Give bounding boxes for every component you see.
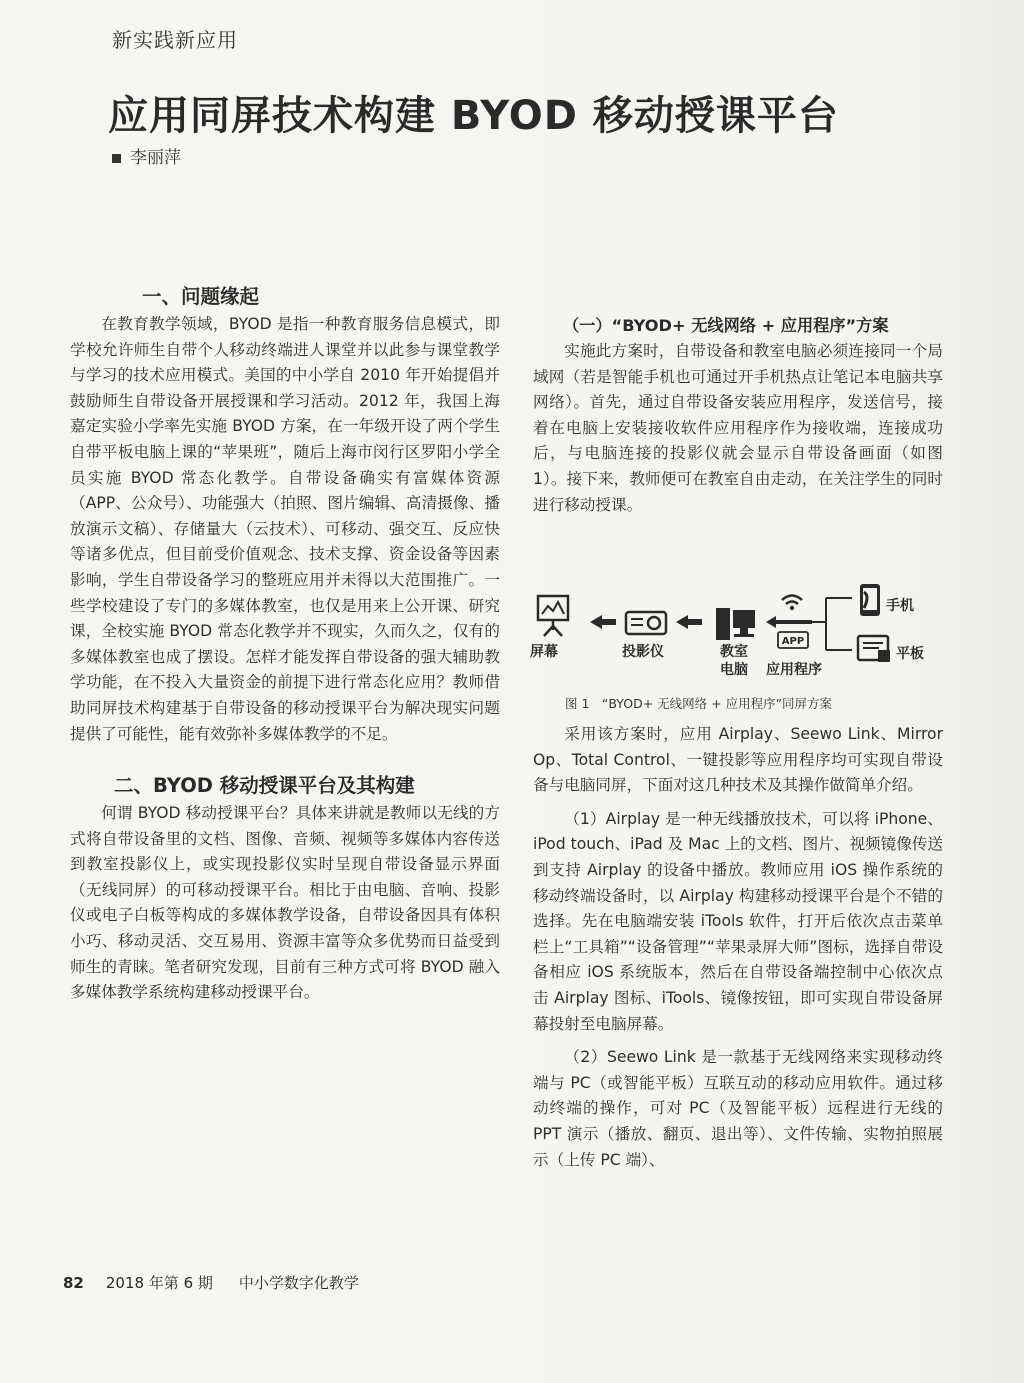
right-column-bottom bbox=[533, 722, 943, 1173]
wifi-icon bbox=[782, 596, 802, 611]
figure-1-diagram bbox=[520, 582, 940, 692]
label-pc-line1: 教室 bbox=[720, 644, 748, 660]
computer-icon bbox=[716, 608, 755, 640]
label-projector: 投影仪 bbox=[622, 644, 664, 660]
label-pc-line2: 电脑 bbox=[720, 662, 748, 678]
section-tag: 新实践新应用 bbox=[112, 28, 238, 52]
connector-bracket bbox=[812, 598, 852, 650]
arrow-left-icon bbox=[676, 615, 702, 629]
subsection-1-paragraph-3: （1）Airplay 是一种无线播放技术，可以将 iPhone、iPod touch、iPad 及 Mac 上的文档、图片、视频镜像传送到支持 Airplay 的设备中播放。教师应用 iOS 操作系统的移动终端设备时，以 Airplay 构建移动授课平台是个不错的选择。先在电脑端安装 iTools 软件，打开后依次点击菜单栏上“工具箱”“设备管理”“苹果录屏大师”图标，选择自带设备相应 iOS 系统版本，然后在自带设备端控制中心依次点击 Airplay 图标、iTools、镜像按钮，即可实现自带设备屏幕投射至电脑屏幕。 bbox=[533, 809, 944, 1033]
label-phone: 手机 bbox=[886, 598, 914, 614]
right-column-top bbox=[533, 313, 943, 518]
square-bullet-icon bbox=[112, 154, 121, 163]
label-app: 应用程序 bbox=[766, 662, 822, 678]
author-name: 李丽萍 bbox=[130, 148, 181, 168]
arrow-left-icon bbox=[766, 616, 812, 628]
issue-info: 2018 年第 6 期 bbox=[105, 1274, 213, 1292]
projector-icon bbox=[626, 612, 666, 634]
arrow-left-icon bbox=[590, 615, 616, 629]
subsection-1-heading: （一）“BYOD+ 无线网络 + 应用程序”方案 bbox=[563, 316, 889, 335]
app-badge-label: APP bbox=[781, 636, 805, 647]
label-tablet: 平板 bbox=[896, 646, 924, 662]
phone-icon bbox=[860, 584, 880, 616]
left-column bbox=[70, 282, 500, 1006]
journal-name: 中小学数字化教学 bbox=[238, 1274, 359, 1292]
page-number: 82 bbox=[63, 1274, 84, 1292]
section-1-paragraph: 在教育教学领域，BYOD 是指一种教育服务信息模式，即学校允许师生自带个人移动终端进人课堂并以此参与课堂教学与学习的技术应用模式。美国的中小学自 2010 年开始提倡并鼓励师生自带设备开展授课和学习活动。2012 年，我国上海嘉定实验小学率先实施 BYOD 方案，在一年级开设了两个学生自带平板电脑上课的“苹果班”，随后上海市闵行区罗阳小学全员实施 BYOD 常态化教学。自带设备确实有富媒体资源（APP、公众号）、功能强大（拍照、图片编辑、高清摄像、播放演示文稿）、存储量大（云技术）、可移动、强交互、反应快等诸多优点，但目前受价值观念、技术支撑、资金设备等因素影响，学生自带设备学习的整班应用并未得以大范围推广。一些学校建设了专门的多媒体教室，也仅是用来上公开课、研究课，全校实施 BYOD 常态化教学并不现实，久而久之，仅有的多媒体教室也成了摆设。怎样才能发挥自带设备的强大辅助教学功能，在不投入大量资金的前提下进行常态化应用？教师借助同屏技术构建基于自带设备的移动授课平台为解决现实问题提供了可能性，能有效弥补多媒体教学的不足。 bbox=[70, 315, 500, 743]
label-screen: 屏幕 bbox=[530, 644, 558, 660]
section-1-heading: 一、问题缘起 bbox=[142, 285, 260, 308]
tablet-icon bbox=[858, 636, 890, 662]
page-footer bbox=[63, 1272, 359, 1293]
subsection-1-paragraph-2: 采用该方案时，应用 Airplay、Seewo Link、Mirror Op、Total Control、一键投影等应用程序均可实现自带设备与电脑同屏，下面对这几种技术及其操作做简单介绍。 bbox=[533, 725, 943, 795]
figure-1-caption: 图 1 “BYOD+ 无线网络 + 应用程序”同屏方案 bbox=[565, 696, 833, 711]
subsection-1-paragraph-4: （2）Seewo Link 是一款基于无线网络来实现移动终端与 PC（或智能平板）互联互动的移动应用软件。通过移动终端的操作，可对 PC（及智能平板）远程进行无线的 PPT 演示（播放、翻页、退出等）、文件传输、实物拍照展示（上传 PC 端）、 bbox=[533, 1048, 943, 1169]
author-line bbox=[112, 143, 181, 168]
section-2-paragraph: 何谓 BYOD 移动授课平台？具体来讲就是教师以无线的方式将自带设备里的文档、图像、音频、视频等多媒体内容传送到教室投影仪上，或实现投影仪实时呈现自带设备显示界面（无线同屏）的可移动授课平台。相比于由电脑、音响、投影仪或电子白板等构成的多媒体教学设备，自带设备因具有体积小巧、移动灵活、交互易用、资源丰富等众多优势而日益受到师生的青睐。笔者研究发现，目前有三种方式可将 BYOD 融入多媒体教学系统构建移动授课平台。 bbox=[70, 804, 500, 1002]
article-title: 应用同屏技术构建 BYOD 移动授课平台 bbox=[108, 93, 839, 139]
screen-icon bbox=[538, 596, 568, 636]
section-2-heading: 二、BYOD 移动授课平台及其构建 bbox=[114, 774, 415, 798]
subsection-1-paragraph-1: 实施此方案时，自带设备和教室电脑必须连接同一个局域网（若是智能手机也可通过开手机热点让笔记本电脑共享网络）。首先，通过自带设备安装应用程序，发送信号，接着在电脑上安装接收软件应用程序作为接收端，连接成功后，与电脑连接的投影仪就会显示自带设备画面（如图 1）。接下来，教师便可在教室自由走动，在关注学生的同时进行移动授课。 bbox=[533, 342, 943, 514]
